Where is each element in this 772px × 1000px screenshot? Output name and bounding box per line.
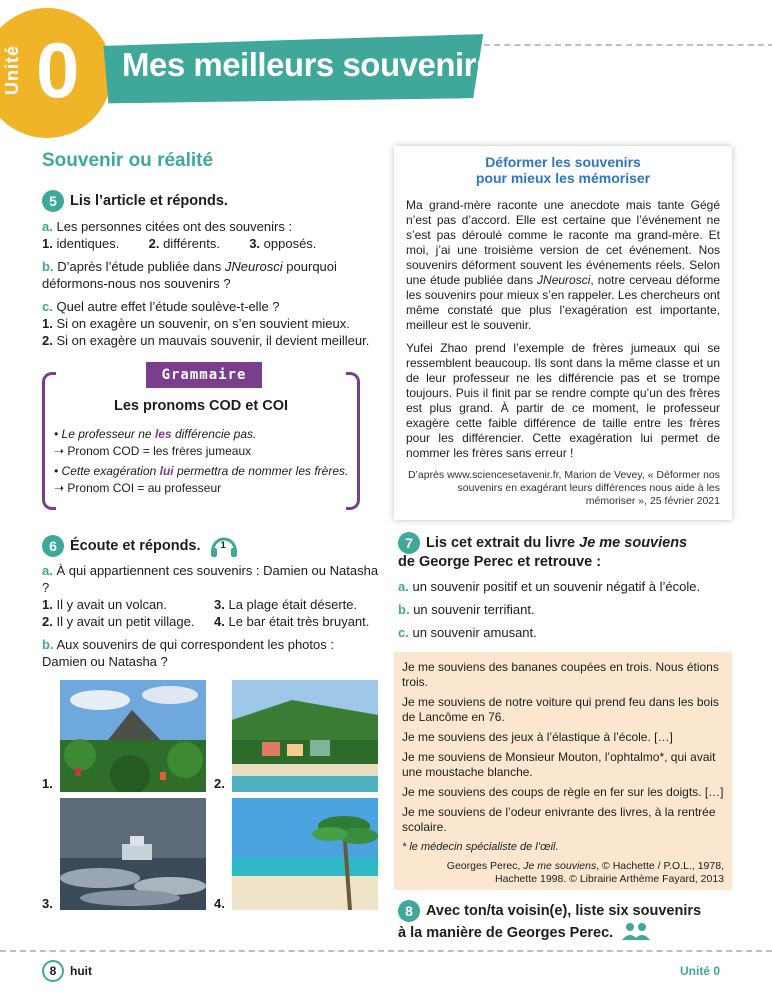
unit-word: Unité bbox=[2, 45, 22, 95]
photo-label-2: 2. bbox=[214, 776, 225, 791]
option-number: 1. bbox=[42, 316, 53, 331]
extract-line: Je me souviens des coups de règle en fer sur les doigts. […] bbox=[402, 785, 724, 799]
grammar-tag: Grammaire bbox=[146, 362, 262, 388]
exercise-number-badge: 5 bbox=[42, 190, 64, 212]
article-paragraph-2: Yufei Zhao prend l’exemple de frères jumeaux qui se ressemblent beaucoup. Ils sont dans la même classe et un de leur professeur ne les différencie pas et se trompe toujours. Puis il finit par se rendre compte qu’un des frères est plus grand. À partir de ce moment, le professeur exagère cette faible différence de taille entre les frères pour les différencier. Cette exagération lui permet de nommer les frères sans erreur ! bbox=[406, 341, 720, 460]
grammar-title: Les pronoms COD et COI bbox=[113, 398, 289, 414]
photo-label-4: 4. bbox=[214, 896, 225, 911]
option-text: Il y avait un volcan. bbox=[56, 597, 168, 612]
task-c bbox=[398, 624, 738, 641]
journal-name: JNeurosci bbox=[224, 259, 283, 274]
section-title: Souvenir ou réalité bbox=[42, 150, 214, 171]
article-title-line: pour mieux les mémoriser bbox=[475, 170, 651, 186]
option-text: identiques. bbox=[56, 236, 120, 251]
question-label: b. bbox=[42, 259, 54, 274]
extract-source bbox=[402, 860, 724, 886]
exercise-5-header bbox=[42, 190, 382, 212]
question-a bbox=[42, 218, 382, 235]
article-title-line: Déformer les souvenirs bbox=[485, 154, 641, 170]
photo-beach bbox=[232, 798, 378, 910]
exercise-8-header bbox=[398, 900, 738, 944]
option-number: 2. bbox=[42, 333, 53, 348]
grammar-example-2 bbox=[54, 463, 348, 480]
question-b bbox=[42, 636, 382, 670]
page-title: Mes meilleurs souvenirs bbox=[122, 46, 494, 83]
pair-work-icon bbox=[621, 922, 651, 944]
grammar-box bbox=[42, 367, 360, 510]
extract-line: Je me souviens de Monsieur Mouton, l’ophtalmo*, qui avait une moustache blanche. bbox=[402, 750, 716, 779]
headphones-icon[interactable] bbox=[209, 534, 239, 558]
option-text: Le bar était très bruyant. bbox=[228, 614, 370, 629]
option-text: Si on exagère un mauvais souvenir, il devient meilleur. bbox=[56, 333, 370, 348]
example-text: • Cette exagération bbox=[54, 464, 160, 478]
option-text: Si on exagère un souvenir, on s’en souvient mieux. bbox=[56, 316, 350, 331]
header-divider bbox=[484, 44, 772, 46]
article-box bbox=[394, 146, 732, 520]
exercise-6-header bbox=[42, 534, 382, 558]
perec-extract-box bbox=[394, 652, 732, 890]
option-text: La plage était déserte. bbox=[228, 597, 358, 612]
exercise-title: Écoute et réponds. bbox=[70, 537, 201, 554]
photo-village bbox=[232, 680, 378, 792]
exercise-8 bbox=[398, 900, 738, 944]
exercise-6 bbox=[42, 534, 382, 670]
pronoun-highlight: lui bbox=[159, 464, 174, 478]
question-text: pourquoi bbox=[286, 259, 337, 274]
option-text: opposés. bbox=[263, 236, 317, 251]
extract-line: Je me souviens de l’odeur enivrante des livres, à la rentrée scolaire. bbox=[402, 805, 716, 834]
pronoun-highlight: les bbox=[154, 427, 172, 441]
unit-number: 0 bbox=[36, 26, 80, 114]
exercise-title: Lis l’article et réponds. bbox=[70, 192, 228, 209]
question-text: Aux souvenirs de qui correspondent les photos : Damien ou Natasha ? bbox=[42, 637, 334, 669]
paragraph-text: Ma grand-mère raconte une anecdote mais tante Gégé n’est pas d’accord. Elle est certaine que l’événement ne s’est pas déroulé comme le raconte ma grand-mère. Et moi, j’ai une troisième version de cet événement. Nos souvenirs déforment souvent les événements réels. Selon une étude publiée dans bbox=[406, 198, 720, 287]
grammar-explanation-2: ➝ Pronom COI = au professeur bbox=[54, 481, 222, 495]
paragraph-text: , notre cerveau déforme les souvenirs pour mieux s’en rappeler. Les chercheurs ont même constaté que plus l’exagération est importante, meilleur est le souvenir. bbox=[406, 273, 721, 332]
exercise-title: Lis cet extrait du livre bbox=[426, 534, 580, 551]
question-label: b. bbox=[398, 602, 410, 617]
question-a-options bbox=[42, 235, 382, 252]
question-text: un souvenir amusant. bbox=[412, 625, 537, 640]
question-label: b. bbox=[42, 637, 54, 652]
question-text: D’après l’étude publiée dans bbox=[57, 259, 222, 274]
option-number: 2. bbox=[148, 236, 160, 251]
question-a bbox=[42, 562, 382, 596]
grammar-examples bbox=[54, 426, 348, 497]
extract-line: Je me souviens de notre voiture qui prend feu dans les bois de Lancôme en 76. bbox=[402, 695, 719, 724]
option-number: 3. bbox=[214, 597, 225, 612]
options-row-1 bbox=[42, 596, 382, 613]
article-source: D’après www.sciencesetavenir.fr, Marion de Vevey, « Déformer nos souvenirs en exagérant leurs différences nous aide à les mémoriser », 25 février 2021 bbox=[407, 469, 720, 507]
page-number-word: huit bbox=[70, 964, 92, 978]
question-text: déformons-nous nos souvenirs ? bbox=[42, 276, 231, 291]
option-number: 2. bbox=[42, 614, 53, 629]
photo-label-1: 1. bbox=[42, 776, 53, 791]
question-text: À qui appartiennent ces souvenirs : Damien ou Natasha ? bbox=[42, 563, 379, 595]
question-text: un souvenir terrifiant. bbox=[413, 602, 535, 617]
question-label: a. bbox=[398, 579, 409, 594]
question-label: a. bbox=[42, 219, 53, 234]
option-number: 4. bbox=[214, 614, 225, 629]
question-text: un souvenir positif et un souvenir négatif à l’école. bbox=[412, 579, 701, 594]
option-text: Il y avait un petit village. bbox=[56, 614, 195, 629]
exercise-title: de George Perec et retrouve : bbox=[398, 554, 602, 570]
article-paragraph-1 bbox=[406, 198, 720, 333]
footnote: * le médecin spécialiste de l’œil. bbox=[402, 841, 559, 853]
question-c-option-1 bbox=[42, 315, 382, 332]
question-label: a. bbox=[42, 563, 53, 578]
exercise-title: Avec ton/ta voisin(e), liste six souvenirs bbox=[426, 902, 702, 919]
option-text: différents. bbox=[163, 236, 220, 251]
example-text: • Le professeur ne bbox=[54, 427, 155, 441]
page-number: 8 bbox=[42, 960, 64, 982]
exercise-number-badge: 8 bbox=[398, 900, 420, 922]
task-a bbox=[398, 578, 738, 595]
photo-ship-storm bbox=[60, 798, 206, 910]
question-b bbox=[42, 258, 382, 292]
question-label: c. bbox=[398, 625, 409, 640]
footer-divider bbox=[0, 950, 772, 952]
article-title bbox=[406, 154, 720, 186]
source-text: , © Hachette / P.O.L., 1978, Hachette 1998. © Librairie Arthème Fayard, 2013 bbox=[495, 860, 724, 885]
exercise-7-header bbox=[398, 532, 738, 570]
audio-track-number: 1 bbox=[220, 540, 226, 550]
footer-unit: Unité 0 bbox=[679, 964, 720, 978]
option-number: 3. bbox=[249, 236, 261, 251]
example-text: permettra de nommer les frères. bbox=[173, 464, 349, 478]
exercise-number-badge: 6 bbox=[42, 535, 64, 557]
exercise-title: à la manière de Georges Perec. bbox=[398, 924, 614, 941]
journal-name: JNeurosci bbox=[537, 273, 591, 287]
source-text: Georges Perec, bbox=[446, 860, 524, 872]
photo-volcano bbox=[60, 680, 206, 792]
extract-line: Je me souviens des jeux à l’élastique à l’école. […] bbox=[402, 730, 673, 744]
book-title: Je me souviens bbox=[523, 860, 597, 872]
exercise-7 bbox=[398, 532, 738, 641]
book-title: Je me souviens bbox=[579, 534, 688, 551]
option-number: 1. bbox=[42, 597, 53, 612]
grammar-example-1 bbox=[54, 426, 348, 443]
extract-line: Je me souviens des bananes coupées en trois. Nous étions trois. bbox=[402, 660, 719, 689]
question-c bbox=[42, 298, 382, 315]
question-text: Les personnes citées ont des souvenirs : bbox=[56, 219, 293, 234]
option-number: 1. bbox=[42, 236, 53, 251]
question-label: c. bbox=[42, 299, 53, 314]
example-text: différencie pas. bbox=[171, 427, 257, 441]
task-b bbox=[398, 601, 738, 618]
photo-label-3: 3. bbox=[42, 896, 53, 911]
question-text: Quel autre effet l’étude soulève-t-elle ? bbox=[56, 299, 280, 314]
exercise-number-badge: 7 bbox=[398, 532, 420, 554]
grammar-explanation-1: ➝ Pronom COD = les frères jumeaux bbox=[54, 444, 252, 458]
question-c-option-2 bbox=[42, 332, 382, 349]
exercise-5 bbox=[42, 190, 382, 349]
options-row-2 bbox=[42, 613, 382, 630]
